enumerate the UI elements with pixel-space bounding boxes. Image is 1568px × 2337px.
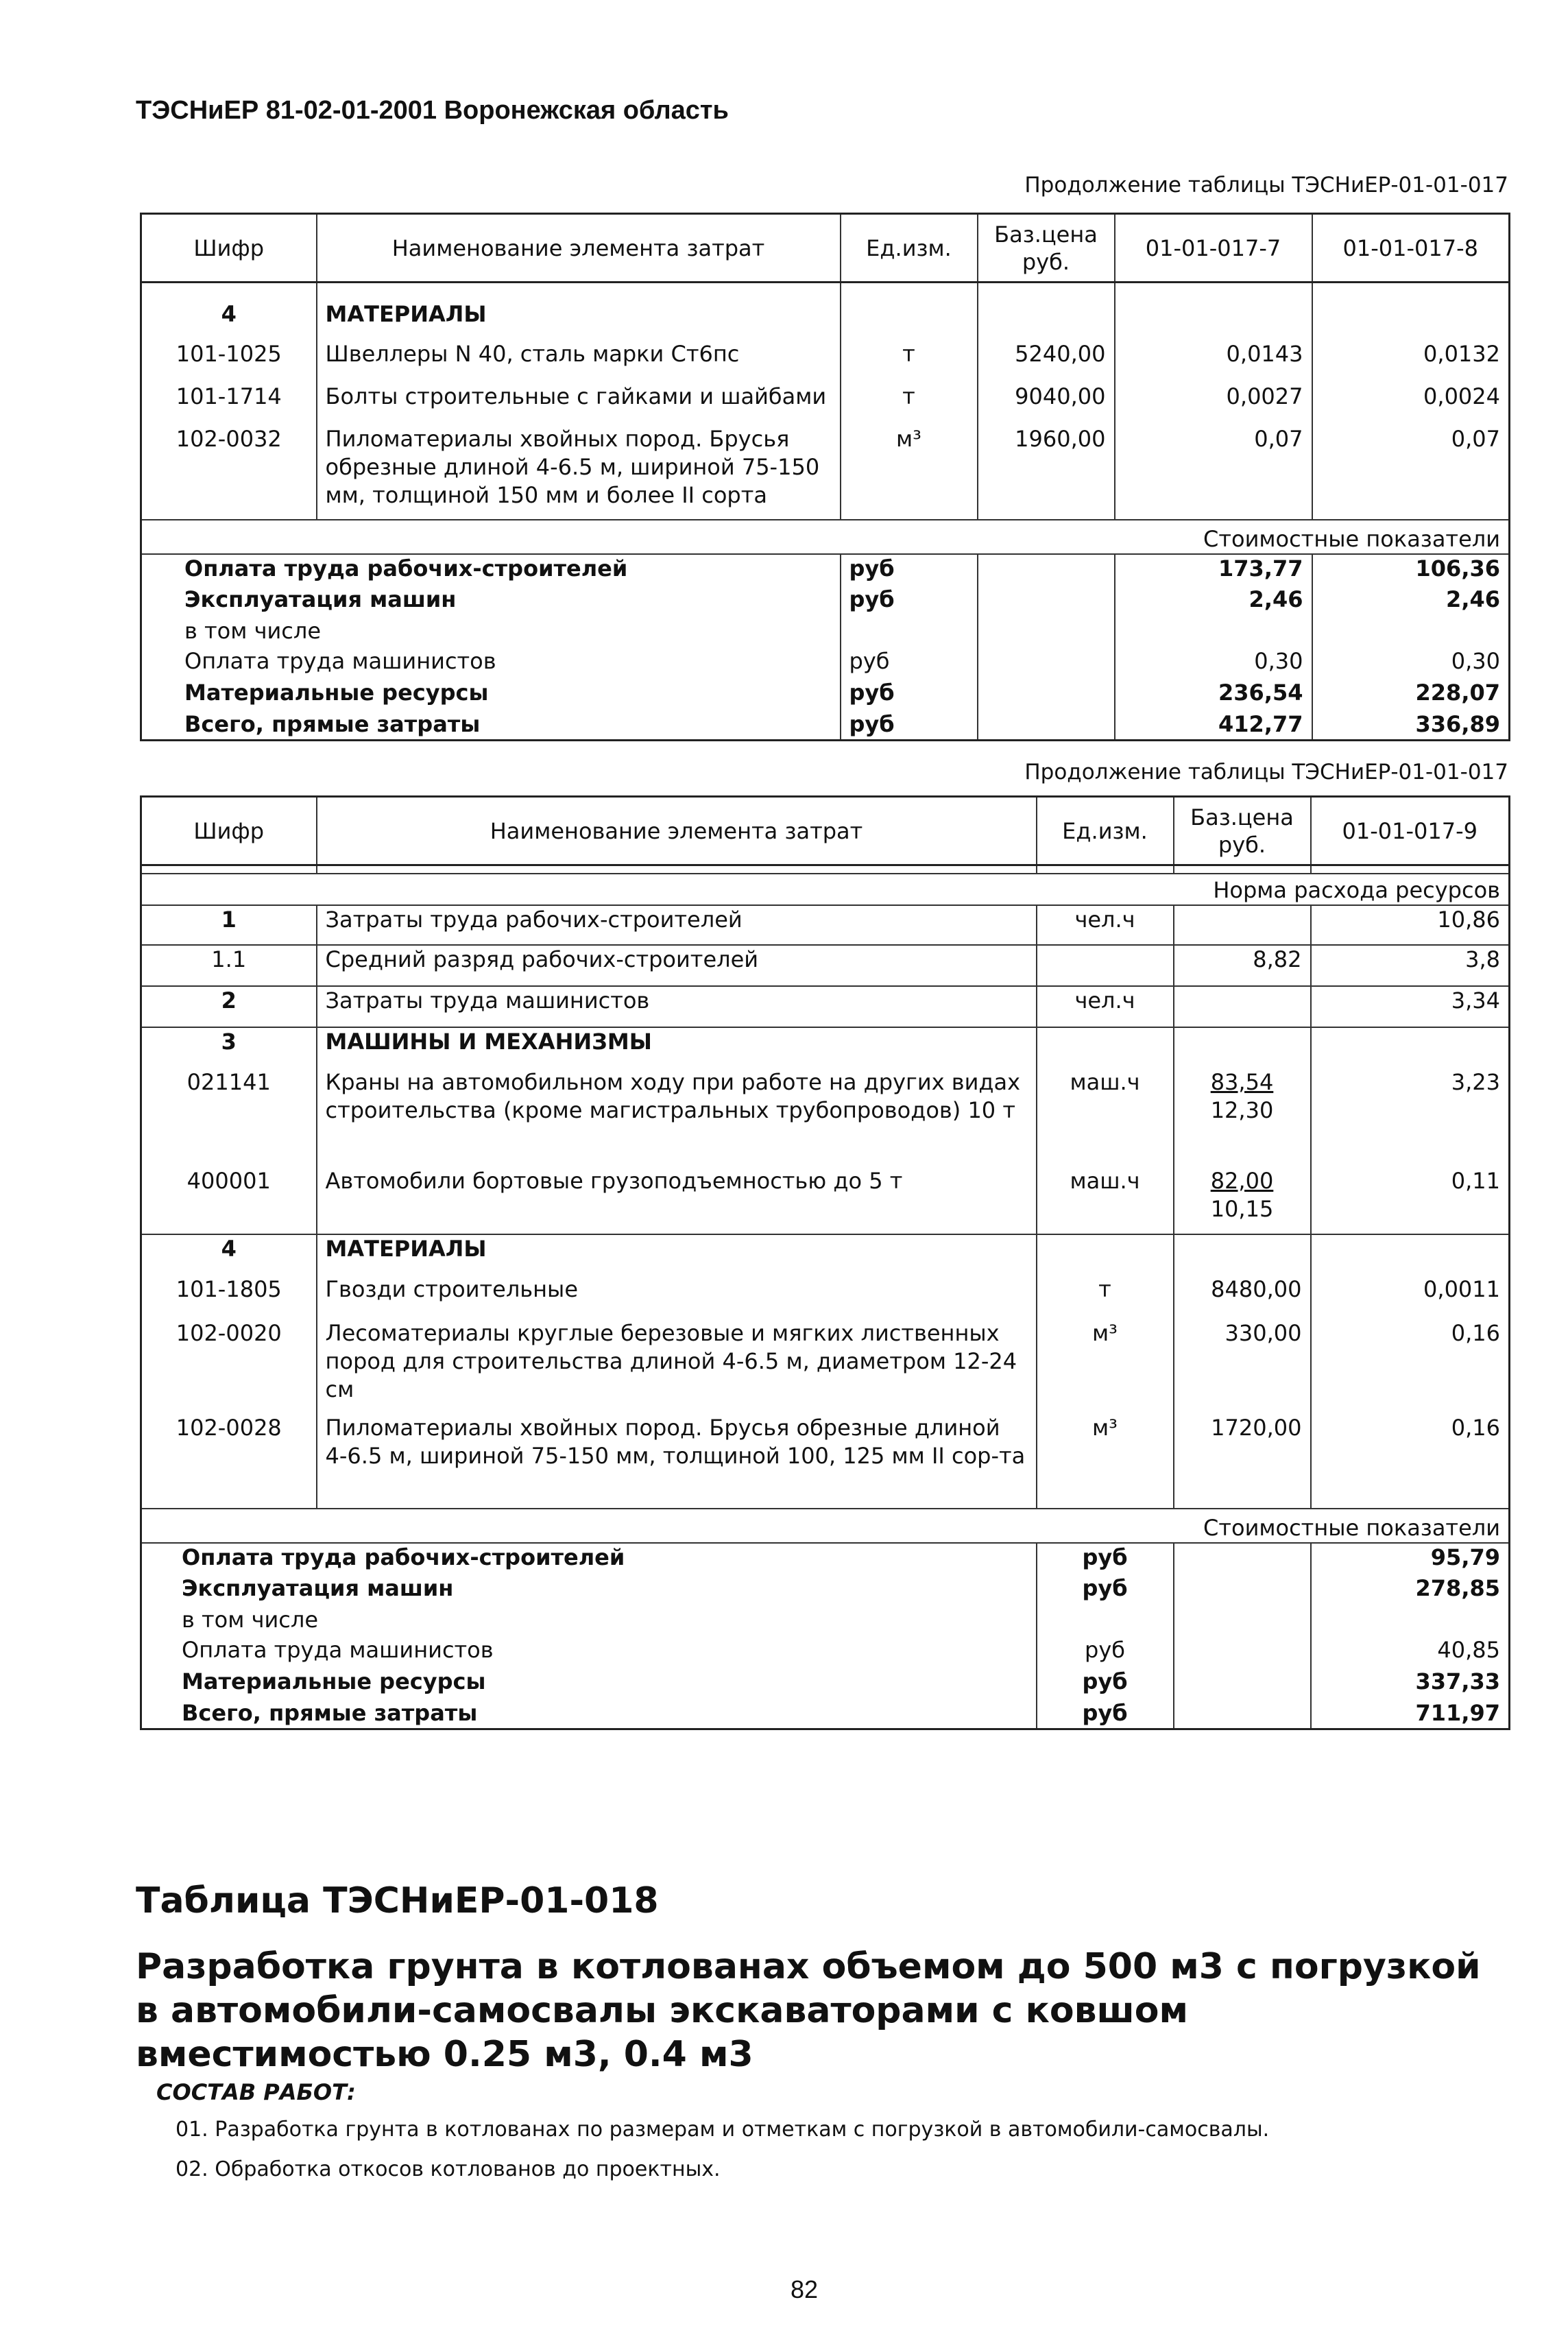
cost-unit: руб (841, 586, 978, 617)
row-name: Гвозди строительные (317, 1275, 1037, 1319)
row-value-7: 0,07 (1115, 425, 1312, 520)
row-price (1174, 1068, 1311, 1167)
cost-name: Эксплуатация машин (182, 1574, 454, 1601)
price-label-1: Баз.цена (994, 221, 1098, 248)
table-row (141, 905, 1510, 945)
col-header-shifr: Шифр (141, 797, 317, 865)
row-value-7: 0,0143 (1115, 340, 1312, 383)
row-unit: т (1037, 1275, 1174, 1319)
cost-name: Оплата труда рабочих-строителей (141, 1543, 1037, 1574)
cost-row (141, 586, 1510, 617)
col-header-unit: Ед.изм. (841, 214, 978, 283)
row-code: 101-1025 (176, 340, 282, 367)
row-value: 10,86 (1311, 905, 1510, 945)
cost-unit: руб (1037, 1699, 1174, 1729)
section-title: МАТЕРИАЛЫ (317, 300, 841, 340)
row-value: 3,34 (1311, 986, 1510, 1027)
row-unit: маш.ч (1037, 1068, 1174, 1167)
row-value-7: 0,0027 (1115, 383, 1312, 425)
row-name: Швеллеры N 40, сталь марки Ст6пс (317, 340, 841, 383)
row-value-8: 0,07 (1312, 425, 1510, 520)
norm-header: Норма расхода ресурсов (141, 874, 1510, 905)
price-label-1: Баз.цена (1190, 804, 1294, 830)
table-row (141, 1275, 1510, 1319)
price-total: 82,00 (1210, 1167, 1274, 1194)
row-unit: м³ (1037, 1319, 1174, 1414)
col-header-price (1174, 797, 1311, 865)
row-name: Лесоматериалы круглые березовые и мягких лиственных пород для строительства длиной 4-6.5 м, диаметром 12-24 см (317, 1319, 1037, 1414)
col-header-017-9: 01-01-017-9 (1311, 797, 1510, 865)
cost-unit: руб (841, 679, 978, 710)
cost-value-7: 412,77 (1115, 710, 1312, 741)
cost-name: в том числе (182, 1606, 318, 1633)
section-heading: Разработка грунта в котлованах объемом до 500 м3 с погрузкой в автомобили-самосвалы экскаваторами с ковшом вместимостью 0.25 м3, 0.4 м3 (136, 1946, 1481, 2075)
row-unit: т (841, 340, 978, 383)
row-code: 400001 (186, 1167, 271, 1194)
row-unit: м³ (1037, 1414, 1174, 1509)
cost-value-8: 0,30 (1312, 647, 1510, 679)
table-row (141, 1319, 1510, 1414)
table-row (141, 1167, 1510, 1234)
cost-name: в том числе (184, 617, 321, 644)
table-row (141, 1414, 1510, 1509)
works-label: СОСТАВ РАБОТ: (156, 2079, 356, 2105)
cost-row (141, 679, 1510, 710)
table-row (141, 945, 1510, 986)
row-code: 102-0032 (176, 425, 282, 452)
row-name: Пиломатериалы хвойных пород. Брусья обрезные длиной 4-6.5 м, шириной 75-150 мм, толщиной 150 мм и более II сорта (317, 425, 841, 520)
row-price: 5240,00 (978, 340, 1115, 383)
row-price: 1960,00 (978, 425, 1115, 520)
cost-value: 95,79 (1311, 1543, 1510, 1574)
row-price: 9040,00 (978, 383, 1115, 425)
price-wage: 12,30 (1210, 1096, 1274, 1123)
cost-indicators-header: Стоимостные показатели (141, 520, 1510, 554)
table-row (141, 1068, 1510, 1167)
cost-name: Оплата труда машинистов (184, 647, 496, 674)
cost-value-7: 236,54 (1115, 679, 1312, 710)
row-code: 102-0028 (176, 1414, 282, 1441)
cost-indicators-header: Стоимостные показатели (141, 1509, 1510, 1543)
cost-row (141, 1699, 1510, 1729)
row-unit: маш.ч (1037, 1167, 1174, 1234)
row-code: 102-0020 (176, 1319, 282, 1346)
cost-row (141, 1574, 1510, 1606)
row-name: Затраты труда машинистов (317, 986, 1037, 1027)
cost-row (141, 710, 1510, 741)
row-name: Средний разряд рабочих-строителей (317, 945, 1037, 986)
row-unit: м³ (841, 425, 978, 520)
table1-continuation-label: Продолжение таблицы ТЭСНиЕР-01-01-017 (1024, 173, 1508, 197)
row-code: 1 (141, 905, 317, 945)
row-code: 101-1714 (176, 383, 282, 409)
cost-row (141, 647, 1510, 679)
section-code: 3 (141, 1027, 317, 1068)
col-header-shifr: Шифр (141, 214, 317, 283)
row-code: 101-1805 (176, 1275, 282, 1302)
row-price: 8480,00 (1174, 1275, 1311, 1319)
cost-name: Материальные ресурсы (184, 679, 489, 706)
table-row (141, 340, 1510, 383)
cost-unit: руб (841, 710, 978, 741)
price-label-2: руб. (1022, 248, 1070, 275)
price-total: 83,54 (1210, 1068, 1274, 1095)
cost-value-8: 2,46 (1312, 586, 1510, 617)
col-header-unit: Ед.изм. (1037, 797, 1174, 865)
row-name: Автомобили бортовые грузоподъемностью до 5 т (317, 1167, 1037, 1234)
table1 (140, 213, 1510, 741)
row-name: Затраты труда рабочих-строителей (317, 905, 1037, 945)
cost-row (141, 1636, 1510, 1668)
cost-name: Всего, прямые затраты (182, 1699, 478, 1726)
price-label-2: руб. (1218, 831, 1266, 858)
row-unit: чел.ч (1037, 986, 1174, 1027)
table-row (141, 383, 1510, 425)
cost-name: Оплата труда машинистов (182, 1636, 494, 1663)
table2-continuation-label: Продолжение таблицы ТЭСНиЕР-01-01-017 (1024, 760, 1508, 784)
price-wage: 10,15 (1210, 1195, 1274, 1222)
row-value: 0,16 (1311, 1414, 1510, 1509)
cost-value-8: 106,36 (1312, 554, 1510, 586)
cost-unit: руб (841, 554, 978, 586)
row-unit: чел.ч (1037, 905, 1174, 945)
row-price: 330,00 (1174, 1319, 1311, 1414)
cost-unit: руб (841, 647, 978, 679)
work-item-1: 01. Разработка грунта в котлованах по размерам и отметкам с погрузкой в автомобили-самосвалы. (176, 2118, 1270, 2142)
row-price (1174, 1167, 1311, 1234)
cost-row (141, 617, 1510, 647)
row-name: Болты строительные с гайками и шайбами (317, 383, 841, 425)
row-unit (1037, 945, 1174, 986)
row-price: 1720,00 (1174, 1414, 1311, 1509)
row-code: 021141 (186, 1068, 271, 1095)
cost-unit: руб (1037, 1574, 1174, 1606)
section-code: 4 (221, 300, 237, 327)
section-title: МАТЕРИАЛЫ (317, 1234, 1037, 1275)
col-header-name: Наименование элемента затрат (317, 797, 1037, 865)
row-code: 2 (141, 986, 317, 1027)
row-price (1174, 905, 1311, 945)
row-unit: т (841, 383, 978, 425)
work-item-2: 02. Обработка откосов котлованов до проектных. (176, 2157, 721, 2181)
section-code: 4 (141, 1234, 317, 1275)
cost-value-7: 0,30 (1115, 647, 1312, 679)
document-header: ТЭСНиЕР 81-02-01-2001 Воронежская область (136, 96, 729, 125)
cost-row (141, 554, 1510, 586)
cost-value: 711,97 (1311, 1699, 1510, 1729)
cost-name: Всего, прямые затраты (184, 710, 481, 737)
cost-unit: руб (1037, 1543, 1174, 1574)
row-value: 3,8 (1311, 945, 1510, 986)
cost-value: 40,85 (1311, 1636, 1510, 1668)
table2 (140, 795, 1510, 1730)
cost-unit: руб (1037, 1636, 1174, 1668)
cost-unit: руб (1037, 1668, 1174, 1699)
cost-row (141, 1668, 1510, 1699)
section-title: МАШИНЫ И МЕХАНИЗМЫ (317, 1027, 1037, 1068)
col-header-017-8: 01-01-017-8 (1312, 214, 1510, 283)
row-price: 8,82 (1174, 945, 1311, 986)
cost-value-8: 228,07 (1312, 679, 1510, 710)
cost-value-7: 173,77 (1115, 554, 1312, 586)
row-value: 3,23 (1311, 1068, 1510, 1167)
row-price (1174, 986, 1311, 1027)
cost-name: Оплата труда рабочих-строителей (141, 554, 841, 586)
row-value-8: 0,0024 (1312, 383, 1510, 425)
col-header-017-7: 01-01-017-7 (1115, 214, 1312, 283)
cost-value-8: 336,89 (1312, 710, 1510, 741)
row-code: 1.1 (141, 945, 317, 986)
cost-row (141, 1606, 1510, 1636)
cost-value: 337,33 (1311, 1668, 1510, 1699)
row-value: 0,16 (1311, 1319, 1510, 1414)
cost-name: Материальные ресурсы (182, 1668, 486, 1694)
table-row (141, 986, 1510, 1027)
cost-name: Эксплуатация машин (184, 586, 457, 612)
cost-row (141, 1543, 1510, 1574)
row-name: Пиломатериалы хвойных пород. Брусья обрезные длиной 4-6.5 м, шириной 75-150 мм, толщиной 100, 125 мм II сор-та (317, 1414, 1037, 1509)
row-value: 0,11 (1311, 1167, 1510, 1234)
col-header-price (978, 214, 1115, 283)
cost-value: 278,85 (1311, 1574, 1510, 1606)
table-row (141, 425, 1510, 520)
col-header-name: Наименование элемента затрат (317, 214, 841, 283)
row-value: 0,0011 (1311, 1275, 1510, 1319)
page-number: 82 (790, 2275, 819, 2303)
row-name: Краны на автомобильном ходу при работе на других видах строительства (кроме магистральных трубопроводов) 10 т (317, 1068, 1037, 1167)
table-title: Таблица ТЭСНиЕР-01-018 (136, 1880, 659, 1921)
cost-value-7: 2,46 (1115, 586, 1312, 617)
row-value-8: 0,0132 (1312, 340, 1510, 383)
